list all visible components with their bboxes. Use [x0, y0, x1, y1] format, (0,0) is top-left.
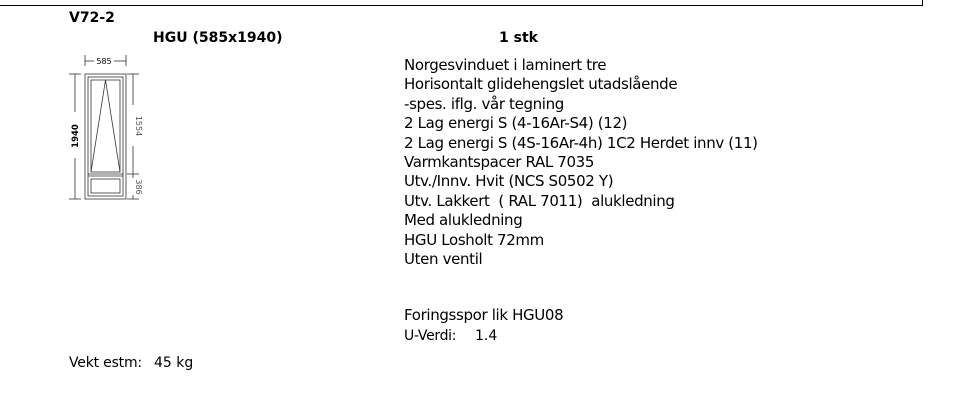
position-number: V72-2: [69, 10, 115, 26]
description-line: Utv. Lakkert ( RAL 7011) alukledning: [404, 191, 675, 210]
width-dimension-label: 585: [96, 57, 112, 66]
description-line: Med alukledning: [404, 211, 523, 230]
description-line: Horisontalt glidehengslet utadslående: [404, 75, 678, 94]
description-block: [404, 56, 758, 269]
opening-line-right: [106, 80, 121, 172]
description-line: Varmkantspacer RAL 7035: [404, 153, 595, 172]
description-line: -spes. iflg. vår tegning: [404, 94, 564, 113]
page-frame-top: [0, 0, 923, 6]
u-value: 1.4: [475, 328, 498, 344]
foringsspor-note: Foringsspor lik HGU08: [404, 306, 564, 324]
weight-label: Vekt estm:: [69, 355, 142, 371]
quantity-label: 1 stk: [499, 30, 538, 46]
product-type-label: HGU (585x1940): [153, 30, 283, 46]
description-line: 2 Lag energi S (4S-16Ar-4h) 1C2 Herdet innv (11): [404, 133, 758, 152]
lower-pane: [91, 179, 120, 193]
u-value-label: U-Verdi:: [404, 328, 457, 344]
upper-section-dimension-label: 1554: [134, 115, 143, 137]
description-line: 2 Lag energi S (4-16Ar-S4) (12): [404, 114, 628, 133]
description-line: HGU Losholt 72mm: [404, 230, 544, 249]
description-line: Utv./Innv. Hvit (NCS S0502 Y): [404, 172, 614, 191]
window-drawing: [64, 50, 154, 206]
description-line: Uten ventil: [404, 250, 483, 269]
upper-sash: [91, 80, 120, 172]
window-inner-frame: [88, 77, 123, 196]
description-line: Norgesvinduet i laminert tre: [404, 56, 607, 74]
height-dimension-label: 1940: [71, 124, 81, 148]
lower-section-dimension-label: 386: [134, 179, 143, 195]
opening-line-left: [91, 80, 106, 172]
weight-value: 45 kg: [154, 355, 194, 371]
